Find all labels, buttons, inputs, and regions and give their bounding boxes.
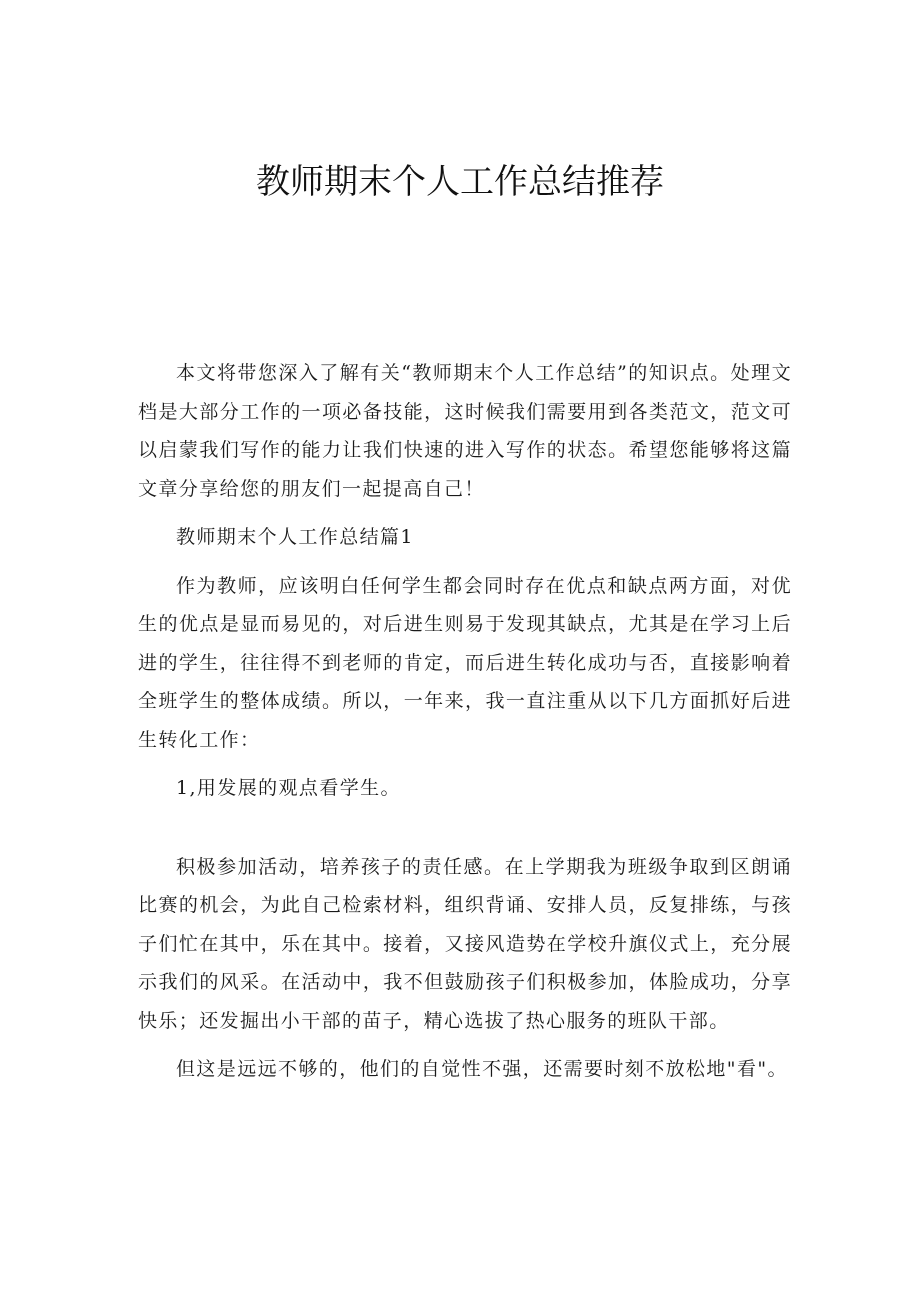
document-body xyxy=(138,354,792,1089)
document-title: 教师期末个人工作总结推荐 xyxy=(256,162,664,202)
section-heading: 教师期末个人工作总结篇1 xyxy=(176,526,414,548)
body-paragraph: 但这是远远不够的，他们的自觉性不强，还需要时刻不放松地"看"。 xyxy=(176,1058,788,1080)
numbered-point: 1,用发展的观点看学生。 xyxy=(176,777,401,799)
intro-paragraph: 本文将带您深入了解有关“教师期末个人工作总结”的知识点。处理文档是大部分工作的一项必备技能，这时候我们需要用到各类范文，范文可以启蒙我们写作的能力让我们快速的进入写作的状态。希望您能够将这篇文章分享给您的朋友们一起提高自己！ xyxy=(138,362,792,500)
body-paragraph: 积极参加活动，培养孩子的责任感。在上学期我为班级争取到区朗诵比赛的机会，为此自己检索材料，组织背诵、安排人员，反复排练，与孩子们忙在其中，乐在其中。接着，又接风造势在学校升旗仪式上，充分展示我们的风采。在活动中，我不但鼓励孩子们积极参加，体脸成功，分享快乐；还发掘出小干部的苗子，精心选拔了热心服务的班队干部。 xyxy=(138,855,792,1032)
body-paragraph: 作为教师，应该明白任何学生都会同时存在优点和缺点两方面，对优生的优点是显而易见的，对后进生则易于发现其缺点，尤其是在学习上后进的学生，往往得不到老师的肯定，而后进生转化成功与否，直接影响着全班学生的整体成绩。所以，一年来，我一直注重从以下几方面抓好后进生转化工作： xyxy=(138,574,792,751)
